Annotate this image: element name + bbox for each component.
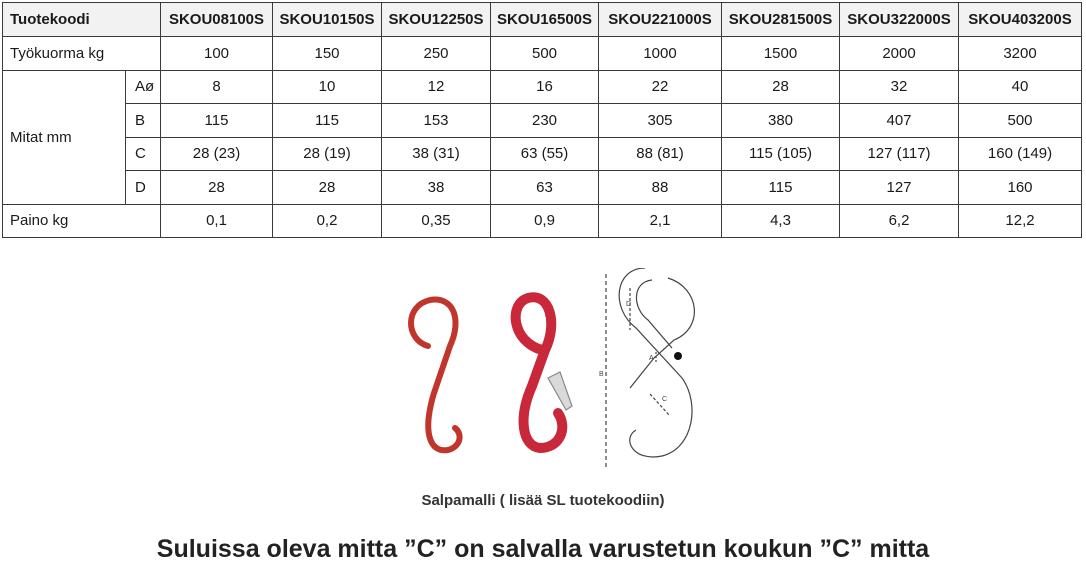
table-cell: 160	[959, 171, 1082, 205]
spec-table	[2, 2, 1082, 238]
table-cell: 0,9	[491, 204, 599, 238]
table-row	[3, 70, 1082, 104]
table-cell: 38	[382, 171, 491, 205]
dimension-letter-cell: B	[126, 104, 161, 138]
table-cell: 2,1	[599, 204, 722, 238]
dim-b-label: B	[599, 371, 604, 378]
table-cell: 28	[161, 171, 273, 205]
s-hook-plain	[411, 300, 460, 451]
row-label: Työkuorma kg	[3, 37, 161, 71]
table-cell: 12	[382, 70, 491, 104]
table-row	[3, 204, 1082, 238]
table-cell: 28 (23)	[161, 137, 273, 171]
product-code-cell: SKOU12250S	[382, 3, 491, 37]
table-row	[3, 137, 1082, 171]
table-cell: 63 (55)	[491, 137, 599, 171]
header-label-cell: Tuotekoodi	[3, 3, 161, 37]
table-cell: 150	[273, 37, 382, 71]
table-cell: 1500	[722, 37, 840, 71]
table-cell: 28	[273, 171, 382, 205]
product-code-cell: SKOU08100S	[161, 3, 273, 37]
table-cell: 8	[161, 70, 273, 104]
table-row	[3, 171, 1082, 205]
row-label: Paino kg	[3, 204, 161, 238]
table-cell: 380	[722, 104, 840, 138]
table-cell: 127	[840, 171, 959, 205]
table-header-row	[3, 3, 1082, 37]
table-cell: 6,2	[840, 204, 959, 238]
table-cell: 2000	[840, 37, 959, 71]
table-cell: 230	[491, 104, 599, 138]
table-cell: 88 (81)	[599, 137, 722, 171]
table-cell: 500	[491, 37, 599, 71]
dimension-letter-cell: D	[126, 171, 161, 205]
table-cell: 28	[722, 70, 840, 104]
table-cell: 63	[491, 171, 599, 205]
table-cell: 88	[599, 171, 722, 205]
table-cell: 4,3	[722, 204, 840, 238]
dim-a-label: A	[649, 355, 654, 362]
table-cell: 115	[722, 171, 840, 205]
hook-illustration	[400, 268, 700, 478]
table-cell: 115 (105)	[722, 137, 840, 171]
safety-latch	[548, 372, 572, 410]
product-code-cell: SKOU221000S	[599, 3, 722, 37]
product-code-cell: SKOU10150S	[273, 3, 382, 37]
table-row	[3, 104, 1082, 138]
table-cell: 12,2	[959, 204, 1082, 238]
table-cell: 0,1	[161, 204, 273, 238]
table-cell: 115	[161, 104, 273, 138]
row-label: Mitat mm	[3, 70, 126, 204]
table-cell: 1000	[599, 37, 722, 71]
table-cell: 100	[161, 37, 273, 71]
table-cell: 32	[840, 70, 959, 104]
figure-caption: Salpamalli ( lisää SL tuotekoodiin)	[421, 492, 665, 509]
footnote: Suluissa oleva mitta ”C” on salvalla varustetun koukun ”C” mitta	[156, 535, 930, 563]
table-cell: 153	[382, 104, 491, 138]
dimension-drawing	[606, 268, 694, 468]
table-cell: 250	[382, 37, 491, 71]
s-hook-with-latch	[516, 297, 572, 448]
dim-d-label: D	[626, 301, 632, 308]
product-code-cell: SKOU403200S	[959, 3, 1082, 37]
table-cell: 3200	[959, 37, 1082, 71]
table-cell: 40	[959, 70, 1082, 104]
table-cell: 10	[273, 70, 382, 104]
table-cell: 16	[491, 70, 599, 104]
table-cell: 500	[959, 104, 1082, 138]
table-row	[3, 37, 1082, 71]
product-code-cell: SKOU16500S	[491, 3, 599, 37]
table-cell: 0,35	[382, 204, 491, 238]
dim-c-label: C	[662, 396, 668, 403]
table-cell: 305	[599, 104, 722, 138]
table-cell: 407	[840, 104, 959, 138]
table-cell: 38 (31)	[382, 137, 491, 171]
dimension-letter-cell: Aø	[126, 70, 161, 104]
dimension-letter-cell: C	[126, 137, 161, 171]
table-cell: 0,2	[273, 204, 382, 238]
table-cell: 22	[599, 70, 722, 104]
product-code-cell: SKOU322000S	[840, 3, 959, 37]
product-code-cell: SKOU281500S	[722, 3, 840, 37]
table-cell: 115	[273, 104, 382, 138]
table-cell: 160 (149)	[959, 137, 1082, 171]
table-cell: 28 (19)	[273, 137, 382, 171]
table-cell: 127 (117)	[840, 137, 959, 171]
